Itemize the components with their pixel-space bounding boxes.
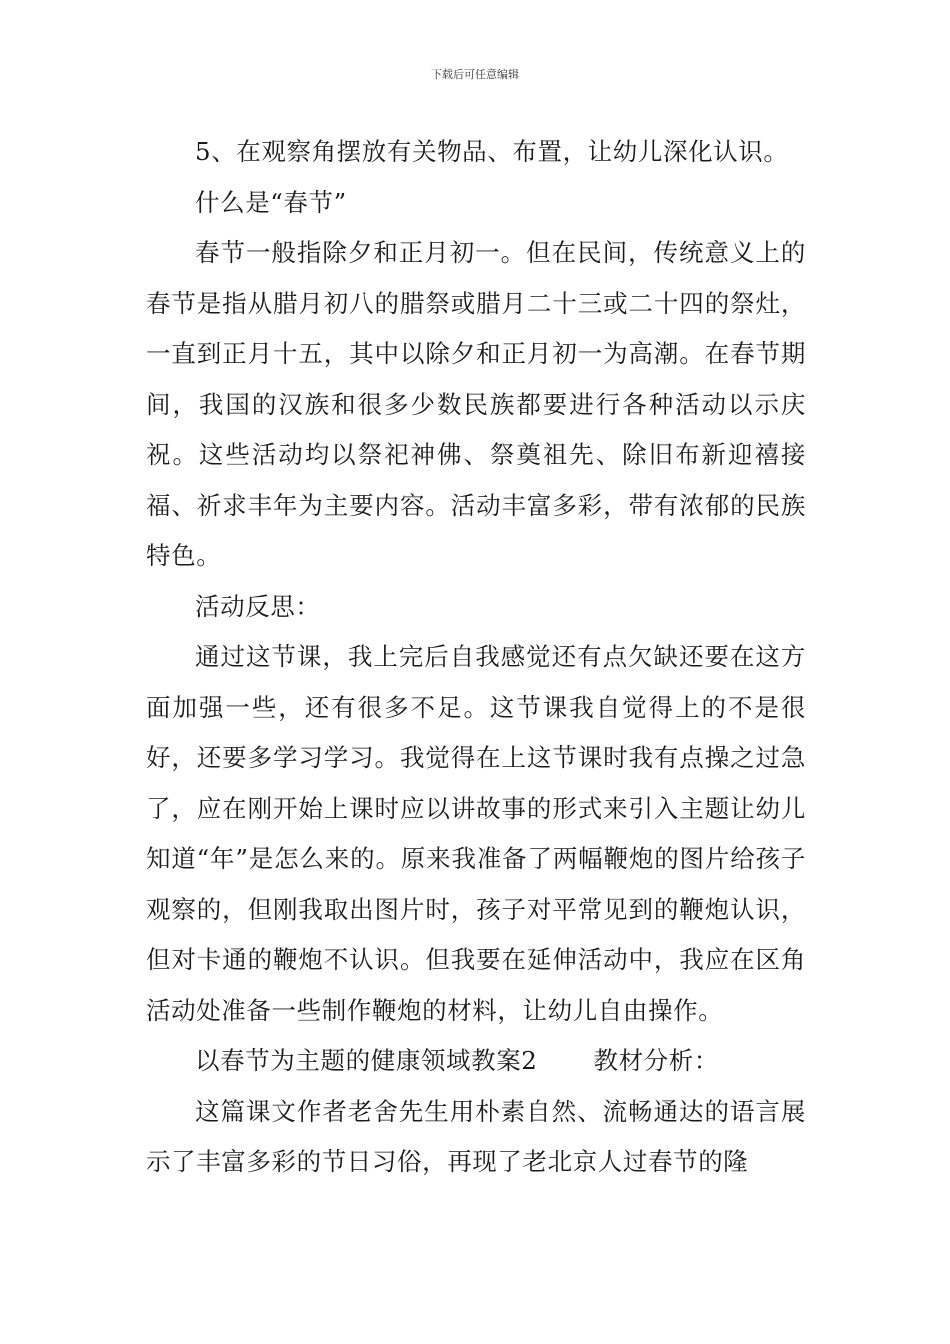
spring-festival-paragraph: 春节一般指除夕和正月初一。但在民间，传统意义上的春节是指从腊月初八的腊祭或腊月二十三或二十四的祭灶，一直到正月十五，其中以除夕和正月初一为高潮。在春节期间，我国的汉族和很多少数民族都要进行各种活动以示庆祝。这些活动均以祭祀神佛、祭奠祖先、除旧布新迎禧接福、祈求丰年为主要内容。活动丰富多彩，带有浓郁的民族特色。 <box>146 238 806 570</box>
page-header-note: 下载后可任意编辑 <box>431 68 519 81</box>
what-is-spring-festival-heading: 什么是“春节” <box>195 187 347 217</box>
step-5-paragraph: 5、在观察角摆放有关物品、布置，让幼儿深化认识。 <box>195 137 789 166</box>
lesson-plan-2-title: 以春节为主题的健康领域教案2 <box>195 1046 538 1075</box>
analysis-paragraph: 这篇课文作者老舍先生用朴素自然、流畅通达的语言展示了丰富多彩的节日习俗，再现了老北京人过春节的隆 <box>146 1096 806 1176</box>
activity-reflection-heading: 活动反思： <box>195 591 321 621</box>
material-analysis-heading: 教材分析： <box>593 1046 719 1075</box>
lesson-plan-2-line <box>146 1036 806 1087</box>
document-body <box>146 127 806 1188</box>
reflection-paragraph: 通过这节课，我上完后自我感觉还有点欠缺还要在这方面加强一些，还有很多不足。这节课我自觉得上的不是很好，还要多学习学习。我觉得在上这节课时我有点操之过急了，应在刚开始上课时应以讲故事的形式来引入主题让幼儿知道“年”是怎么来的。原来我准备了两幅鞭炮的图片给孩子观察的，但刚我取出图片时，孩子对平常见到的鞭炮认识，但对卡通的鞭炮不认识。但我要在延伸活动中，我应在区角活动处准备一些制作鞭炮的材料，让幼儿自由操作。 <box>146 642 806 1025</box>
